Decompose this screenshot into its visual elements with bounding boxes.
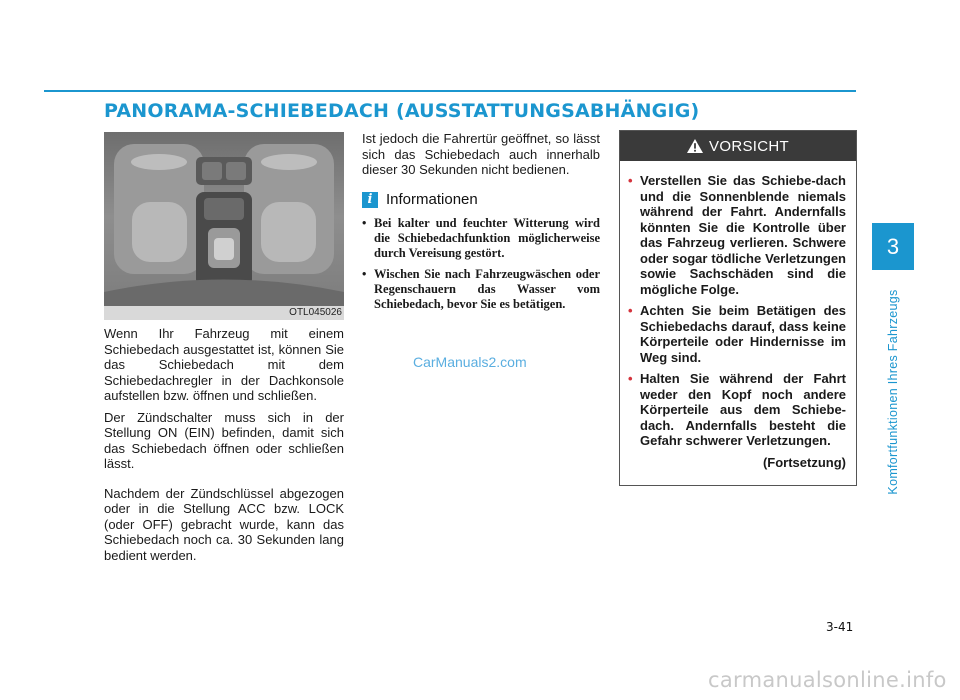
caution-item: • Achten Sie beim Betätigen des Schiebedachs darauf, dass keine Körperteile oder Hindernisse im Weg sind. (630, 303, 846, 365)
caution-item: • Verstellen Sie das Schiebe-dach und die Sonnenblende niemals während der Fahrt. Andernfalls könnten Sie die Kontrolle über das Fahrzeug verlieren. Schwere oder sogar tödliche Verletzungen sowie Sachschäden sind die mögliche Folge. (630, 173, 846, 297)
chapter-tab: 3 (872, 223, 914, 270)
page-number: 3-41 (826, 620, 854, 634)
overhead-console-illustration (104, 132, 344, 320)
paragraph-driver-door: Ist jedoch die Fahrertür geöffnet, so lässt sich das Schiebedach auch innerhalb dieser 30 Sekunden nicht bedienen. (362, 131, 600, 177)
info-list (362, 216, 600, 312)
paragraph-ignition-requirement: Der Zündschalter muss sich in der Stellung ON (EIN) befinden, damit sich das Schiebedach öffnen oder schließen lässt. (104, 409, 344, 471)
footer-watermark: carmanualsonline.info (708, 668, 947, 692)
info-item: • Bei kalter und feuchter Witterung wird die Schiebedachfunktion möglicherweise durch Vereisung gestört. (362, 216, 600, 261)
info-icon: i (362, 192, 378, 208)
info-title: Informationen (386, 190, 478, 208)
body-column-middle (362, 131, 600, 318)
warning-triangle-icon (687, 139, 703, 153)
caution-header (620, 131, 856, 161)
paragraph-sunroof-operation: Wenn Ihr Fahrzeug mit einem Schiebedach ausgestattet ist, können Sie das Schiebedach mit dem Schiebedachregler in der Dachkonsole aufstellen bzw. öffnen und schließen. (104, 326, 344, 403)
watermark-link[interactable]: CarManuals2.com (413, 354, 527, 370)
caution-continued: (Fortsetzung) (762, 454, 846, 470)
caution-list (620, 161, 856, 449)
caution-item: • Halten Sie während der Fahrt weder den Kopf noch andere Körperteile aus dem Schiebe-dach. Andernfalls besteht die Gefahr schwerer Verletzungen. (630, 371, 846, 449)
section-title: PANORAMA-SCHIEBEDACH (AUSSTATTUNGSABHÄNGIG) (104, 100, 700, 122)
figure-code: OTL045026 (104, 306, 344, 320)
info-item: • Wischen Sie nach Fahrzeugwäschen oder Regenschauern das Wasser vom Schiebedach, bevor Sie es betätigen. (362, 267, 600, 312)
caution-box (619, 130, 857, 486)
chapter-label-text: Komfortfunktionen Ihres Fahrzeugs (886, 289, 900, 495)
info-header (362, 192, 600, 208)
caution-title: VORSICHT (709, 137, 789, 155)
overhead-console-photo (104, 132, 344, 320)
body-column-left (104, 326, 344, 569)
top-rule (44, 90, 856, 92)
paragraph-after-key-removal: Nachdem der Zündschlüssel abgezogen oder in die Stellung ACC bzw. LOCK (oder OFF) gebracht wurde, kann das Schiebedach noch ca. 30 Sekunden lang bedient werden. (104, 485, 344, 563)
chapter-side-label (868, 289, 918, 495)
